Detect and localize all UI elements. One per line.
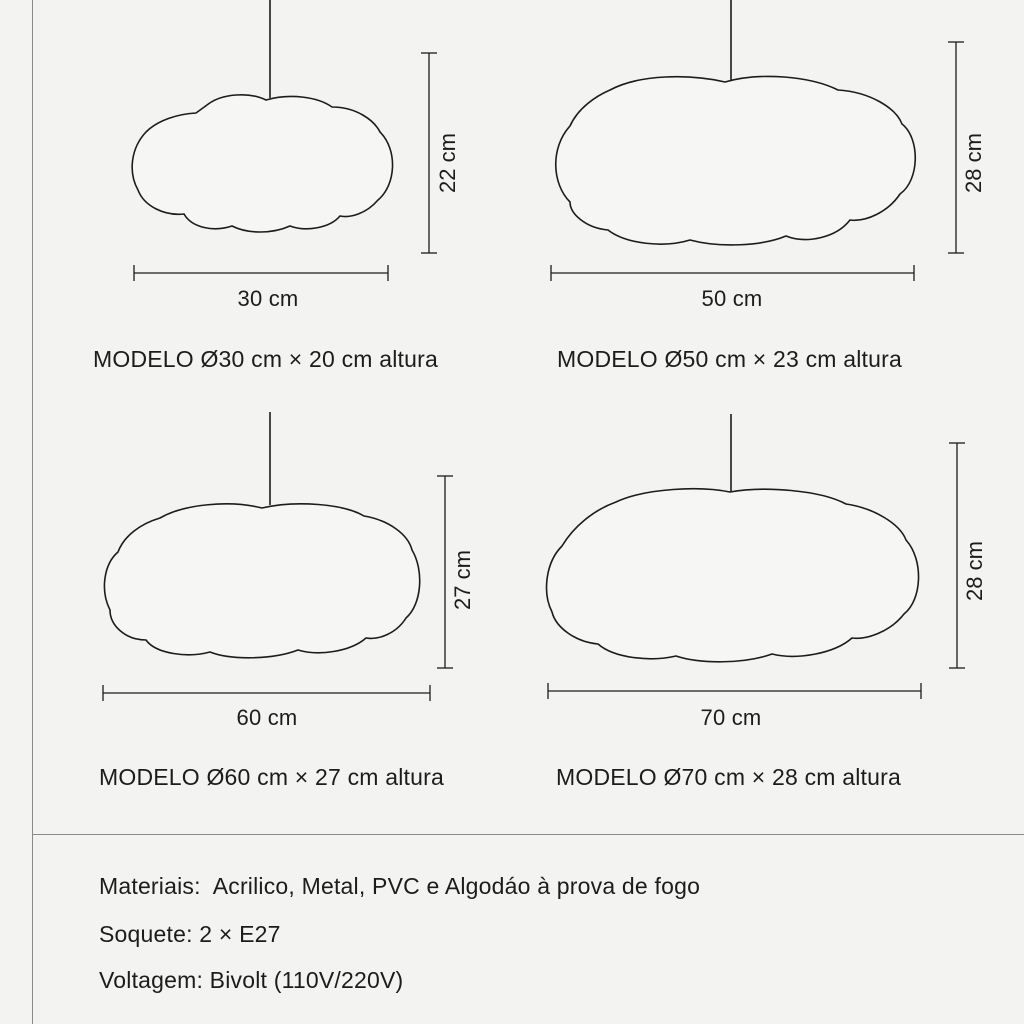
lamp-1-drawing [132,0,437,281]
lamp-3-drawing [103,412,453,701]
lamp-1-shade [132,95,392,232]
lamp-4-height-label: 28 cm [962,541,987,601]
lamp-4-model: MODELO Ø70 cm × 28 cm altura [556,764,901,790]
spec-socket: Soquete: 2 × E27 [99,921,281,947]
lamp-3-shade [104,504,419,658]
lamp-4-shade [547,489,919,662]
lamp-4-width-label: 70 cm [700,705,762,730]
lamp-4-drawing [547,414,965,699]
spec-materials-label: Materiais: [99,873,201,899]
lamp-3-width-label: 60 cm [236,705,298,730]
lamp-2-width-label: 50 cm [701,286,763,311]
spec-materials-value: Acrilico, Metal, PVC e Algodáo à prova de fogo [212,873,701,899]
lamp-1-height-label: 22 cm [435,133,460,193]
lamp-2-height-label: 28 cm [961,133,986,193]
lamp-2-shade [556,76,916,244]
spec-voltage: Voltagem: Bivolt (110V/220V) [99,967,404,993]
lamp-1-model: MODELO Ø30 cm × 20 cm altura [93,346,438,372]
lamp-3-height-label: 27 cm [450,550,475,610]
lamp-2-model: MODELO Ø50 cm × 23 cm altura [557,346,902,372]
lamp-3-model: MODELO Ø60 cm × 27 cm altura [99,764,444,790]
lamp-1-width-label: 30 cm [237,286,299,311]
lamp-2-drawing [551,0,964,281]
spec-materials [99,873,700,900]
